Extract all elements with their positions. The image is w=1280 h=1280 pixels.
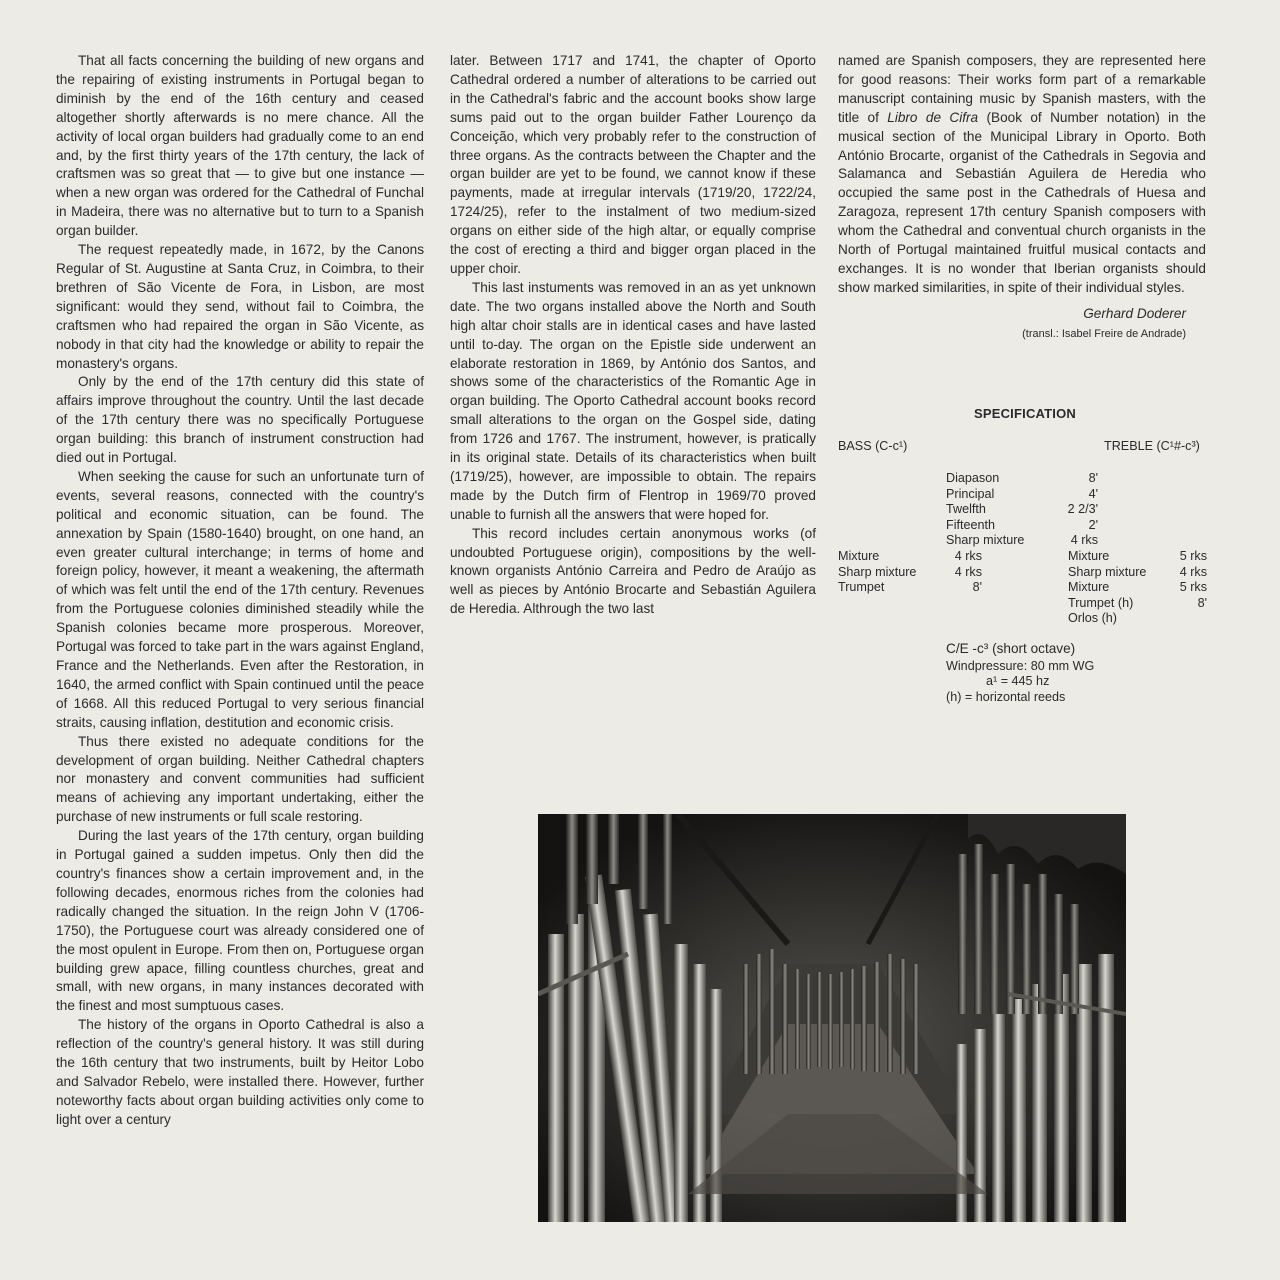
stop-value: 5 rks [1179, 580, 1207, 595]
stop-name: Sharp mixture [1068, 564, 1147, 579]
article-paragraph: That all facts concerning the building of new organs and the repairing of existing instruments in Portugal began to diminish by the end of the 16th century and ceased altogether shortly afterwards is no mere chance. All the activity of local organ builders had gradually come to an end and, by the first thirty years of the 17th century, the lack of craftsmen was so great that — to give but one instance — when a new organ was ordered for the Cathedral of Funchal in Madeira, there was no alternative but to turn to a Spanish organ builder. [56, 53, 424, 239]
article-text: (Book of Number notation) in the musical section of the Municipal Library in Oporto. Both António Brocarte, organist of the Cathedrals in Segovia and Salamanca and Sebastián Aguilera de Heredia who occupied the same post in the Cathedrals of Huesa and Zaragoza, represent 17th century Spanish composers with whom the Cathedral and conventual church organists in the North of Portugal maintained fruitful musical contacts and exchanges. It is no wonder that Iberian organists should show marked similarities, in spite of their individual styles. [838, 109, 1206, 295]
article-paragraph [838, 52, 1206, 298]
stop-value: 4 rks [1179, 564, 1207, 579]
treble-heading: TREBLE (C¹#-c³) [1104, 439, 1200, 453]
bass-stops-list [838, 549, 988, 596]
stop-value: 8' [1088, 471, 1098, 485]
book-title: Libro de Cifra [887, 109, 979, 125]
stop-name: Twelfth [946, 502, 986, 517]
stop-name: Mixture [1068, 549, 1110, 563]
stop-row [838, 565, 988, 581]
stop-row [1068, 549, 1208, 565]
article-paragraph: later. Between 1717 and 1741, the chapter of Oporto Cathedral ordered a number of alterations to be carried out in the Cathedral's fabric and the account books show large sums paid out to the organ builder Father Lourenço da Conceição, which very probably refer to the construction of three organs. As the contracts between the Chapter and the organ builder are yet to be found, we cannot know if these payments, made at irregular intervals (1719/20, 1722/24, 1724/25), refer to the instalment of two medium-sized organs on either side of the high altar, or equally comprise the cost of erecting a third and bigger organ placed in the upper choir. [450, 53, 816, 276]
legend-note: (h) = horizontal reeds [946, 689, 1066, 704]
specification-notes [946, 641, 1094, 705]
pitch-note: a¹ = 445 hz [986, 674, 1050, 689]
stop-name: Orlos (h) [1068, 611, 1117, 626]
stop-row [1068, 611, 1208, 627]
stop-name: Principal [946, 486, 995, 501]
stop-row [946, 486, 1098, 503]
stop-value: 8' [972, 580, 982, 595]
article-paragraph: This record includes certain anonymous works (of undoubted Portuguese origin), compositions by the well-known organists António Carreira and Pedro de Araújo as well as pieces by António Brocarte and Sebastián Aguilera de Heredia. Althrough the two last [450, 525, 816, 617]
stop-name: Mixture [1068, 580, 1110, 595]
organ-pipes-photo [538, 814, 1126, 1222]
author-signature: Gerhard Doderer [1083, 305, 1186, 321]
article-column-2 [450, 52, 816, 619]
stop-row [946, 533, 1098, 549]
stop-value: 2' [1088, 517, 1098, 532]
article-column-3 [838, 52, 1206, 344]
stop-value: 2 2/3' [1067, 502, 1098, 517]
stop-name: Fifteenth [946, 517, 996, 532]
windpressure-note: Windpressure: 80 mm WG [946, 658, 1095, 673]
stop-name: Trumpet [838, 580, 885, 595]
article-paragraph: The request repeatedly made, in 1672, by the Canons Regular of St. Augustine at Santa Cruz, in Coimbra, to their brethren of São Vicente de Fora, in Lisbon, are most significant: would they send, without fail to Coimbra, the craftsmen who had repaired the organ in São Vicente, as nobody in that city had the knowledge or ability to repair the monastery's organs. [56, 242, 424, 371]
stop-row [1068, 596, 1208, 612]
stop-name: Diapason [946, 471, 1000, 485]
article-text: named are Spanish composers, they are represented here for good reasons: Their works form part of a remarkable manuscript containing music by Spanish masters, with the title of [838, 53, 1206, 125]
article-paragraph: The history of the organs in Oporto Cathedral is also a reflection of the country's general history. It was still during the 16th century that two instruments, built by Heitor Lobo and Salvador Rebelo, were installed there. However, further noteworthy facts about organ building activities only come to light over a century [56, 1017, 424, 1127]
specification-title: SPECIFICATION [973, 406, 1077, 421]
stop-name: Mixture [838, 549, 880, 563]
stop-name: Trumpet (h) [1068, 595, 1134, 610]
article-paragraph: Only by the end of the 17th century did this state of affairs improve throughout the country. Until the last decade of the 17th century there was no specifically Portuguese organ building: this branch of instrument construction had died out in Portugal. [56, 374, 424, 466]
shared-stops-list [946, 471, 1098, 549]
organ-pipes-illustration [538, 814, 1126, 1222]
stop-row [946, 502, 1098, 518]
stop-row [838, 549, 988, 565]
stop-value: 4 rks [954, 549, 982, 563]
treble-stops-list [1068, 549, 1208, 627]
article-paragraph: During the last years of the 17th century, organ building in Portugal gained a sudden impetus. Only then did the country's finances show a certain improvement and, in the following decades, enormous riches from the colonies had radically changed the situation. In the reign John V (1706-1750), the Portuguese court was already considered one of the most opulent in Europe. From then on, Portuguese organ building grew apace, filling countless churches, great and small, with new organs, in many instances decorated with the finest and most sumptuous cases. [56, 828, 424, 1014]
stop-row [1068, 580, 1208, 596]
bass-heading: BASS (C-c¹) [838, 439, 908, 453]
article-paragraph: Thus there existed no adequate conditions for the development of organ building. Neither Cathedral chapters nor monastery and convent communities had sufficient means of achieving any important undertaking, either the purchase of new instruments or full scale restoring. [56, 733, 424, 825]
stop-row [838, 580, 988, 596]
stop-value: 5 rks [1179, 549, 1207, 563]
stop-row [946, 471, 1098, 487]
compass-note: C/E -c³ (short octave) [946, 641, 1076, 656]
stop-value: 8' [1197, 595, 1207, 610]
article-paragraph: This last instuments was removed in an as yet unknown date. The two organs installed above the North and South high altar choir stalls are in identical cases and have lasted until to-day. The organ on the Epistle side underwent an elaborate restoration in 1869, by António dos Santos, and shows some of the characteristics of the Romantic Age in organ building. The Oporto Cathedral account books record small alterations to the organ on the Gospel side, dating from 1726 and 1767. The instrument, however, is pratically in its original state. Details of its characteristics when built (1719/25), however, are impossible to obtain. The repairs made by the Dutch firm of Flentrop in 1969/70 proved unable to furnish all the answers that were hoped for. [450, 279, 816, 522]
translator-credit: (transl.: Isabel Freire de Andrade) [1022, 327, 1186, 340]
stop-value: 4' [1088, 486, 1098, 501]
stop-name: Sharp mixture [946, 533, 1025, 548]
article-column-1 [56, 52, 424, 1130]
stop-value: 4 rks [1070, 533, 1098, 548]
article-paragraph: When seeking the cause for such an unfortunate turn of events, several reasons, connected with the country's political and economic situation, can be found. The annexation by Spain (1580-1640) brought, on one hand, an even greater cultural interchange; in terms of home and foreign policy, however, it meant a weakening, the aftermath of which was felt until the end of the 17th century. Revenues from the Portuguese colonies diminished steadily while the Spanish colonies became more prosperous. Moreover, Portugal was forced to take part in the wars against England, France and the Netherlands. Even after the Restoration, in 1640, the armed conflict with Spain continued until the peace of 1668. All this reduced Portugal to very serious financial straits, causing inflation, destitution and economic crisis. [56, 468, 424, 730]
stop-name: Sharp mixture [838, 564, 917, 579]
stop-row [946, 517, 1098, 534]
stop-value: 4 rks [954, 564, 982, 579]
stop-row [1068, 565, 1208, 581]
